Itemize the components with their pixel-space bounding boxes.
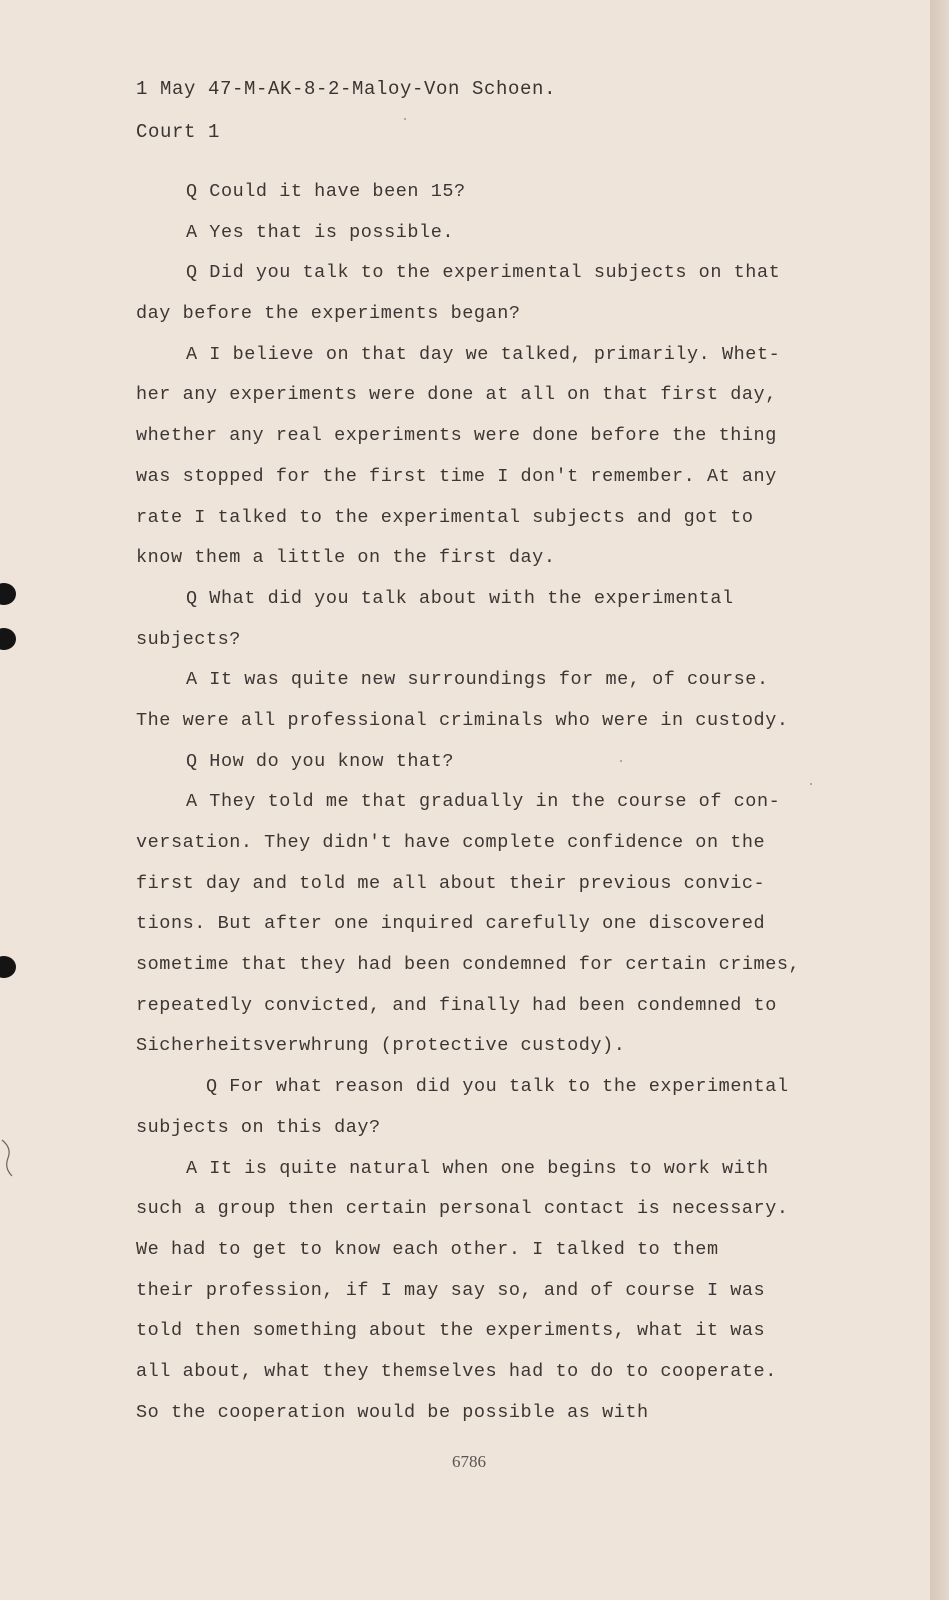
paper-speck [620, 760, 622, 762]
transcript-line: A It is quite natural when one begins to work with [186, 1157, 769, 1179]
transcript-line: A Yes that is possible. [186, 221, 454, 243]
transcript-line: Sicherheitsverwhrung (protective custody). [136, 1035, 626, 1057]
transcript-line: A I believe on that day we talked, primarily. Whet- [186, 343, 781, 365]
paper-speck [810, 783, 812, 785]
transcript-line: The were all professional criminals who were in custody. [136, 709, 789, 731]
transcript-line: rate I talked to the experimental subjects and got to [136, 506, 754, 528]
transcript-line: We had to get to know each other. I talked to them [136, 1238, 719, 1260]
binder-hole-1 [0, 583, 16, 605]
transcript-line: day before the experiments began? [136, 303, 521, 325]
transcript-line: tions. But after one inquired carefully one discovered [136, 913, 766, 935]
transcript-line: such a group then certain personal contact is necessary. [136, 1198, 789, 1220]
transcript-line: whether any real experiments were done before the thing [136, 425, 777, 447]
transcript-line: Q How do you know that? [186, 750, 454, 772]
transcript-line: Q What did you talk about with the experimental [186, 587, 734, 609]
binder-hole-2 [0, 628, 16, 650]
transcript-line: Q Did you talk to the experimental subjects on that [186, 262, 781, 284]
transcript-line: Q For what reason did you talk to the experimental [206, 1076, 789, 1098]
transcript-line: repeatedly convicted, and finally had been condemned to [136, 994, 777, 1016]
transcript-line: all about, what they themselves had to do to cooperate. [136, 1360, 777, 1382]
paper-speck [404, 118, 406, 120]
margin-mark [0, 1138, 16, 1178]
transcript-line: A They told me that gradually in the course of con- [186, 791, 781, 813]
transcript-line: her any experiments were done at all on that first day, [136, 384, 777, 406]
transcript-line: told then something about the experiments, what it was [136, 1320, 766, 1342]
transcript-line: first day and told me all about their previous convic- [136, 872, 766, 894]
transcript-line: Q Could it have been 15? [186, 181, 466, 202]
page-edge [930, 0, 949, 1600]
transcript-line: versation. They didn't have complete confidence on the [136, 832, 766, 853]
transcript-line: know them a little on the first day. [136, 547, 556, 569]
transcript-body [136, 172, 836, 1433]
page-number: 6786 [452, 1452, 486, 1471]
transcript-line: their profession, if I may say so, and of course I was [136, 1279, 766, 1301]
transcript-line: subjects on this day? [136, 1116, 381, 1138]
document-header: 1 May 47-M-AK-8-2-Maloy-Von Schoen. [136, 78, 557, 100]
transcript-line: was stopped for the first time I don't remember. At any [136, 465, 777, 487]
transcript-line: subjects? [136, 628, 241, 650]
binder-hole-3 [0, 956, 16, 978]
transcript-line: A It was quite new surroundings for me, of course. [186, 669, 769, 691]
transcript-line: sometime that they had been condemned for certain crimes, [136, 954, 801, 976]
court-label: Court 1 [136, 121, 221, 143]
transcript-line: So the cooperation would be possible as with [136, 1401, 649, 1423]
